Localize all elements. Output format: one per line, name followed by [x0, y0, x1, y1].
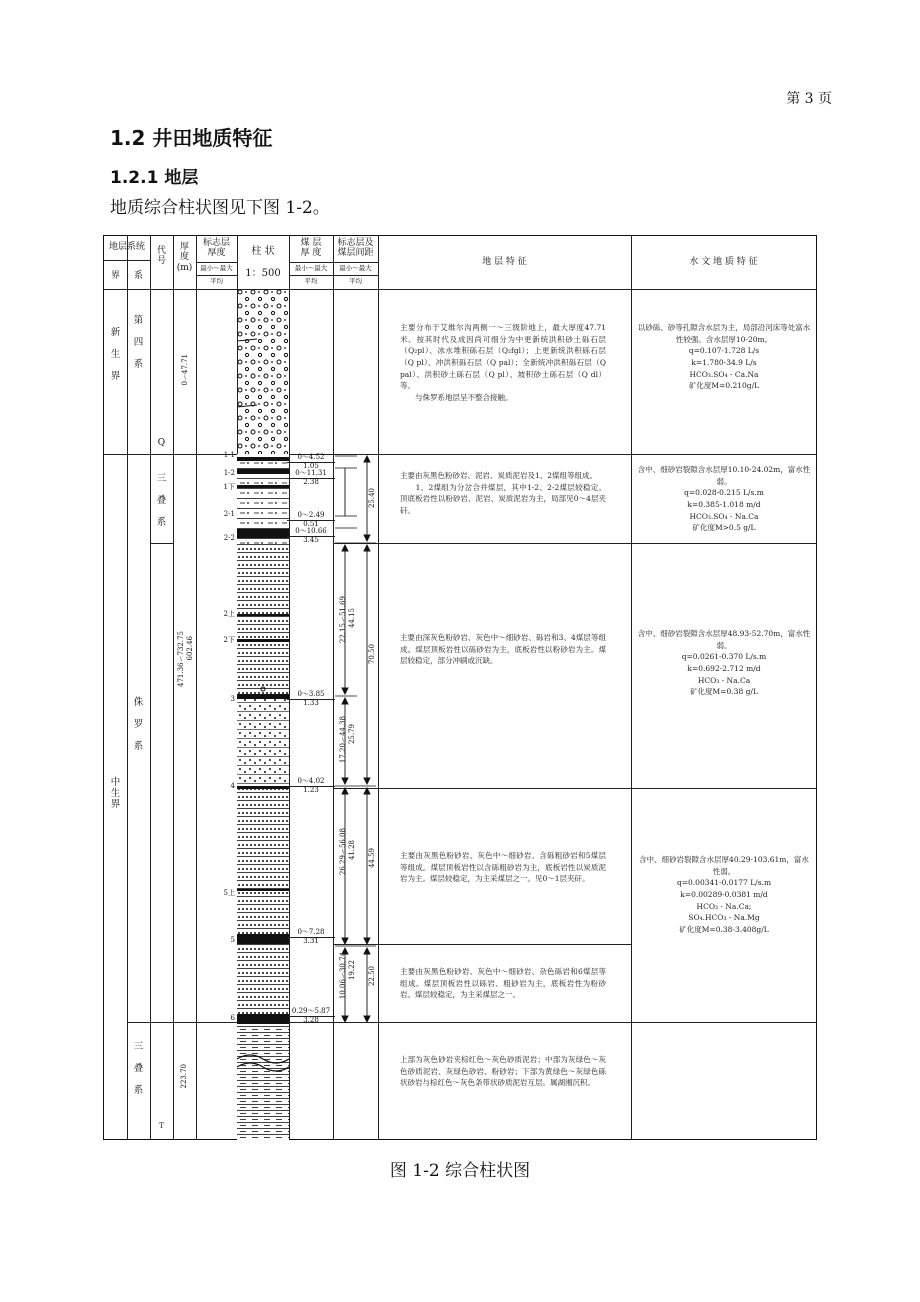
coal-thickness: 0～7.28 3.31 — [287, 929, 335, 945]
header-coal-sub: 最小～最大 — [294, 264, 328, 272]
seam-label: 2-2 — [223, 534, 235, 542]
seam-label: 1-1 — [223, 451, 235, 459]
interval-value: 10.06～30.74 — [339, 952, 347, 1000]
seam-label: 4 — [230, 782, 235, 790]
thickness-quaternary: 0～47.71 — [181, 354, 189, 386]
seam-label: 6 — [230, 1014, 235, 1022]
geo-desc-triassic: 上部为灰色砂岩夹棕红色～灰色砂质泥岩；中部为灰绿色～灰色砂质泥岩、灰绿色砂岩、粉砂岩；下部为黄绿色～灰绿色砾状砂岩与棕红色～灰色条带状砂质泥岩互层。属湖湘沉积。 — [400, 1055, 606, 1088]
section-heading: 1.2 井田地质特征 — [110, 126, 273, 150]
hydro-desc-coal-1-2: 含中、细砂岩裂隙含水层厚10.10-24.02m，富水性弱。 q=0.028-0.215 L/s.m k=0.385-1.018 m/d HCO₃.SO₄ - Na.Ca 矿化度M>0.5 g/L — [637, 465, 811, 533]
header-coal-thick: 煤 层 厚 度 — [300, 238, 322, 259]
coal-thickness: 0～4.52 1.05 0～11.31 2.38 — [287, 454, 335, 487]
seam-label: 3 — [230, 695, 235, 703]
seam-label: 1-2 — [223, 469, 235, 477]
header-interval: 标志层及 煤层间距 — [337, 238, 374, 259]
header-interval-avg: 平均 — [349, 277, 362, 285]
seam-label: 5 — [230, 936, 235, 944]
thickness-triassic: 223.70 — [180, 1064, 188, 1089]
coal-thickness: 0～3.85 1.33 — [287, 691, 335, 707]
header-scale: 1：500 — [245, 268, 281, 279]
seam-label: 1下 — [223, 483, 235, 491]
geo-desc-coal-5: 主要由灰黑色粉砂岩、灰色中～细砂岩、含砾粗砂岩和5煤层等组成。煤层顶板岩性以含砾粗砂岩为主，底板岩性以炭质泥岩为主。煤层较稳定，为主采煤层之一。见0～1层夹矸。 — [400, 851, 606, 884]
seam-label: 2下 — [223, 636, 235, 644]
thickness-jurassic-avg: 602.46 — [186, 636, 197, 661]
header-hydro: 水 文 地 质 特 征 — [689, 257, 758, 267]
lithologic-column — [237, 289, 289, 1140]
code-q: Q — [157, 438, 166, 448]
interval-value: 26.29～56.08 — [339, 828, 347, 876]
hydro-desc-quaternary: 以砂砾、砂等孔隙含水层为主，局部沿河床等处富水性较强。含水层厚10-20m。 q=0.107-1.728 L/s k=1.780-34.9 L/s HCO₃.SO₄ - Ca.Na 矿化度M=0.210g/L — [637, 323, 811, 391]
header-system: 地层系统 — [108, 242, 145, 252]
seam-label: 5上 — [223, 889, 235, 897]
header-marker-sub: 最小～最大 — [200, 264, 233, 272]
interval-value: 44.59 — [368, 848, 376, 869]
subsection-heading: 1.2.1 地层 — [110, 168, 199, 188]
thickness-jurassic-range: 471.36～732.75 — [177, 631, 185, 687]
seam-label: 2上 — [223, 610, 235, 618]
header-geo: 地 层 特 征 — [482, 257, 527, 267]
era-cenozoic: 新 生 界 — [110, 327, 121, 382]
system-triassic: 三 叠 系 — [133, 1041, 144, 1096]
hydro-desc-coal-3-4: 含中、细砂岩裂隙含水层厚48.93-52.70m，富水性弱。 q=0.0261-0.370 L/s.m k=0.692-2.712 m/d HCO₃ - Na.Ca 矿化度M=0.38 g/L — [637, 629, 811, 697]
interval-value: 70.50 — [368, 644, 376, 665]
coal-thickness: 0～4.02 1.23 — [287, 778, 335, 794]
page-number: 第 3 页 — [786, 91, 832, 107]
figure-caption: 图 1-2 综合柱状图 — [389, 1161, 531, 1181]
interval-value: 44.15 — [348, 608, 356, 629]
geo-desc-coal-1-2: 主要由灰黑色粉砂岩、泥岩、炭质泥岩及1、2煤组等组成。 1、2煤组为分岔合并煤层，其中1-2、2-2煤层较稳定。顶底板岩性以粉砂岩、泥岩、炭质泥岩为主，局部见0～4层夹矸。 — [400, 471, 606, 515]
interval-value: 25.40 — [368, 488, 376, 509]
header-code: 代 号 — [156, 246, 166, 267]
system-triassic-upper: 三 叠 系 — [156, 473, 167, 528]
interval-value: 19.22 — [348, 960, 356, 981]
interval-value: 25.79 — [348, 724, 356, 745]
header-column: 柱 状 — [251, 246, 275, 257]
header-interval-sub: 最小～最大 — [339, 264, 372, 272]
header-marker-thick: 标志层 厚度 — [202, 238, 230, 259]
system-jurassic: 侏 罗 系 — [133, 697, 144, 752]
header-thickness: 厚 度 (m) — [176, 242, 193, 273]
header-sys: 系 — [133, 271, 143, 281]
era-mesozoic: 中 生 界 — [110, 777, 121, 810]
geo-desc-quaternary: 主要分布于艾维尔沟两侧一～三级阶地上，最大厚度47.71米。按其时代及成因尚可细分为中更新统洪积砂土砾石层（Q₂pl）、冰水堆积砾石层（Q₂fgl）；上更新统洪积砾石层（Q pl）、冲洪积砾石层（Q pal）；全新统冲洪积砾石层（Q pal）、洪积砂土砾石层（Q pl）、坡积砂土砾石层（Q dl）等。 与侏罗系地层呈不整合接触。 — [400, 323, 606, 402]
intro-paragraph: 地质综合柱状图见下图 1-2。 — [110, 198, 330, 218]
coal-thickness: 0～2.49 0.51 0～10.66 3.45 — [287, 512, 335, 545]
geo-desc-coal-6: 主要由灰黑色粉砂岩、灰色中～细砂岩、杂色砾岩和6煤层等组成。煤层顶板岩性以砾岩、粗砂岩为主，底板岩性为粉砂岩。煤层较稳定，为主采煤层之一。 — [400, 967, 606, 1000]
code-t: T — [159, 1122, 164, 1130]
stratigraphic-column-table — [103, 235, 817, 1140]
seam-label: 2-1 — [223, 510, 235, 518]
interval-value: 22.15～51.69 — [339, 596, 347, 644]
coal-thickness: 0.29～5.87 3.28 — [287, 1008, 335, 1024]
interval-value: 22.50 — [368, 966, 376, 987]
header-marker-avg: 平均 — [210, 277, 223, 285]
system-quaternary: 第 四 系 — [133, 315, 144, 370]
geo-desc-coal-3-4: 主要由深灰色粉砂岩、灰色中～细砂岩、砾岩和3、4煤层等组成。煤层顶板岩性以砾砂岩为主，底板岩性以粉砂岩为主。煤层较稳定，部分冲刷或沉缺。 — [400, 633, 606, 666]
hydro-desc-coal-5-6: 含中、细砂岩裂隙含水层厚40.29-103.61m，富水性弱。 q=0.00341-0.0177 L/s.m k=0.00289-0.0381 m/d HCO₃ - Na.Ca; SO₄.HCO₃ - Na.Mg 矿化度M=0.38-3.408g/L — [639, 855, 809, 934]
header-coal-avg: 平均 — [304, 277, 318, 285]
interval-value: 41.28 — [348, 840, 356, 861]
header-era: 界 — [110, 271, 120, 281]
interval-value: 17.20～44.38 — [339, 716, 347, 764]
